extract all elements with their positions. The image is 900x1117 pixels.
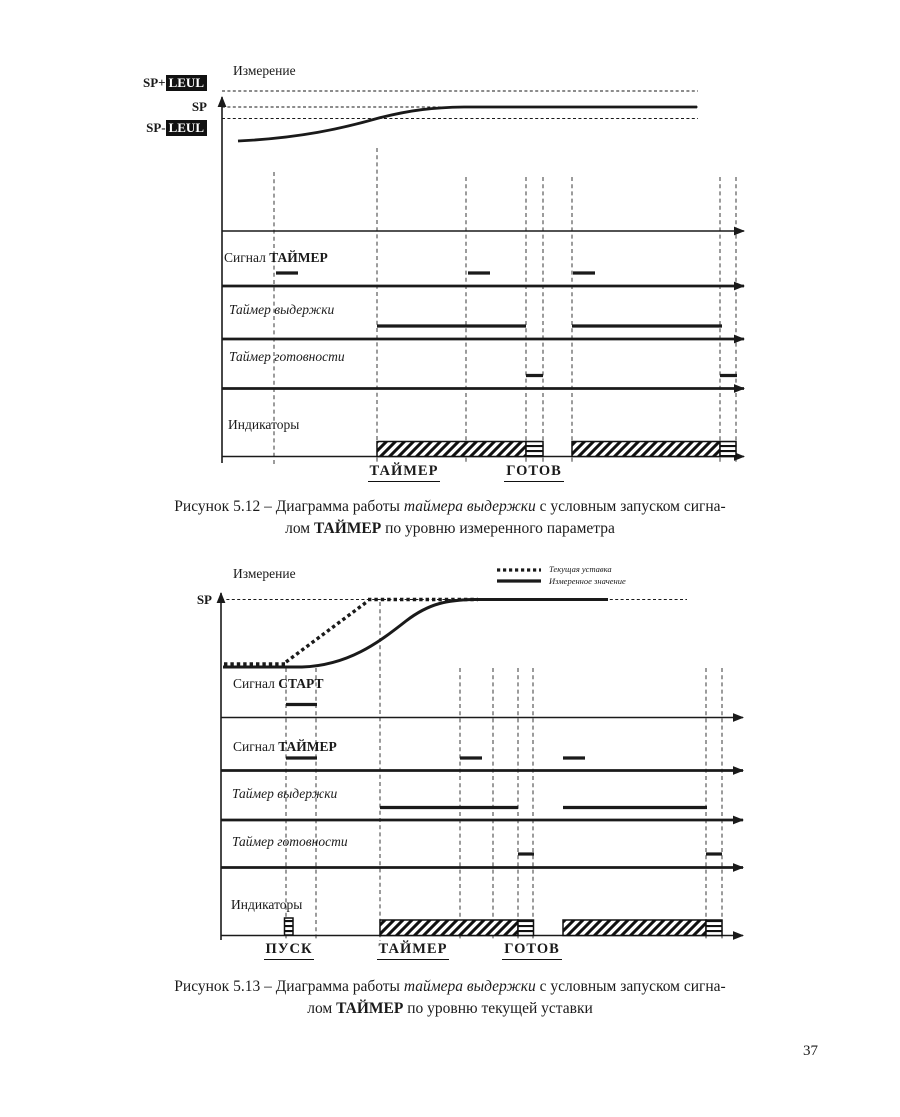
fig1-event-gridlines — [274, 148, 736, 464]
fig2-ready-timer-label: Таймер готовности — [232, 834, 348, 849]
fig1-ready-timer-label: Таймер готовности — [229, 349, 345, 364]
fig1-measurement-axis-label: Измерение — [233, 63, 296, 78]
fig2-measurement-axis-label: Измерение — [233, 566, 296, 581]
fig1-indicators-label: Индикаторы — [228, 417, 300, 432]
fig1-timer-indicator-bar-1 — [377, 442, 526, 457]
fig2-ready-indicator-bar-2 — [706, 920, 722, 936]
figure-5-13-diagram — [221, 570, 743, 941]
page-number: 37 — [803, 1043, 818, 1059]
fig2-level-sp: SP — [196, 592, 212, 607]
fig1-ready-indicator-caption: ГОТОВ — [494, 463, 574, 482]
fig2-timer-indicator-caption: ТАЙМЕР — [368, 941, 458, 960]
fig2-setpoint-curve — [224, 600, 478, 665]
fig1-level-sp-minus-leul: SP- LEUL — [60, 120, 207, 136]
leul-highlight: LEUL — [166, 75, 207, 91]
fig2-legend-measured-label: Измеренное значение — [549, 576, 626, 586]
fig1-indicator-bars — [377, 442, 736, 457]
fig2-timer-indicator-bar-1 — [380, 920, 518, 936]
fig1-ready-indicator-bar-1 — [526, 442, 543, 457]
fig2-ready-indicator-caption: ГОТОВ — [492, 941, 572, 960]
fig2-legend-setpoint-label: Текущая уставка — [549, 564, 612, 574]
fig1-level-sp-plus-leul: SP+ LEUL — [60, 75, 207, 91]
caption-line-1: Рисунок 5.13 – Диаграмма работы таймера выдержки с условным запуском сигна- — [174, 978, 726, 995]
fig1-timer-indicator-caption: ТАЙМЕР — [359, 463, 449, 482]
figure-5-12-diagram — [222, 91, 744, 464]
fig1-level-lines — [222, 91, 698, 119]
fig2-signal-start-label: Сигнал СТАРТ — [233, 676, 324, 691]
fig2-timer-indicator-bar-2 — [563, 920, 706, 936]
fig2-holding-timer-label: Таймер выдержки — [232, 786, 338, 801]
fig2-signal-timer-label: Сигнал ТАЙМЕР — [233, 739, 337, 754]
figure-5-12-caption — [0, 496, 900, 540]
figure-5-13-caption — [0, 976, 900, 1020]
fig1-signal-timer-label: Сигнал ТАЙМЕР — [224, 250, 328, 265]
fig1-level-sp: SP — [191, 99, 207, 114]
fig2-ready-indicator-bar-1 — [518, 920, 534, 936]
fig1-ready-indicator-bar-2 — [720, 442, 736, 457]
fig2-start-indicator-bar — [285, 918, 294, 935]
fig1-timer-indicator-bar-2 — [572, 442, 720, 457]
leul-highlight: LEUL — [166, 120, 207, 136]
caption-line-2: лом ТАЙМЕР по уровню измеренного параметра — [285, 520, 615, 537]
fig2-indicators-label: Индикаторы — [231, 897, 303, 912]
fig1-holding-timer-label: Таймер выдержки — [229, 302, 335, 317]
fig1-measurement-curve — [238, 107, 697, 141]
fig2-indicator-bars — [285, 918, 723, 936]
fig2-start-indicator-caption: ПУСК — [249, 941, 329, 960]
caption-line-1: Рисунок 5.12 – Диаграмма работы таймера выдержки с условным запуском сигна- — [174, 498, 726, 515]
fig2-measurement-curve — [223, 600, 608, 668]
caption-line-2: лом ТАЙМЕР по уровню текущей уставки — [307, 1000, 593, 1017]
